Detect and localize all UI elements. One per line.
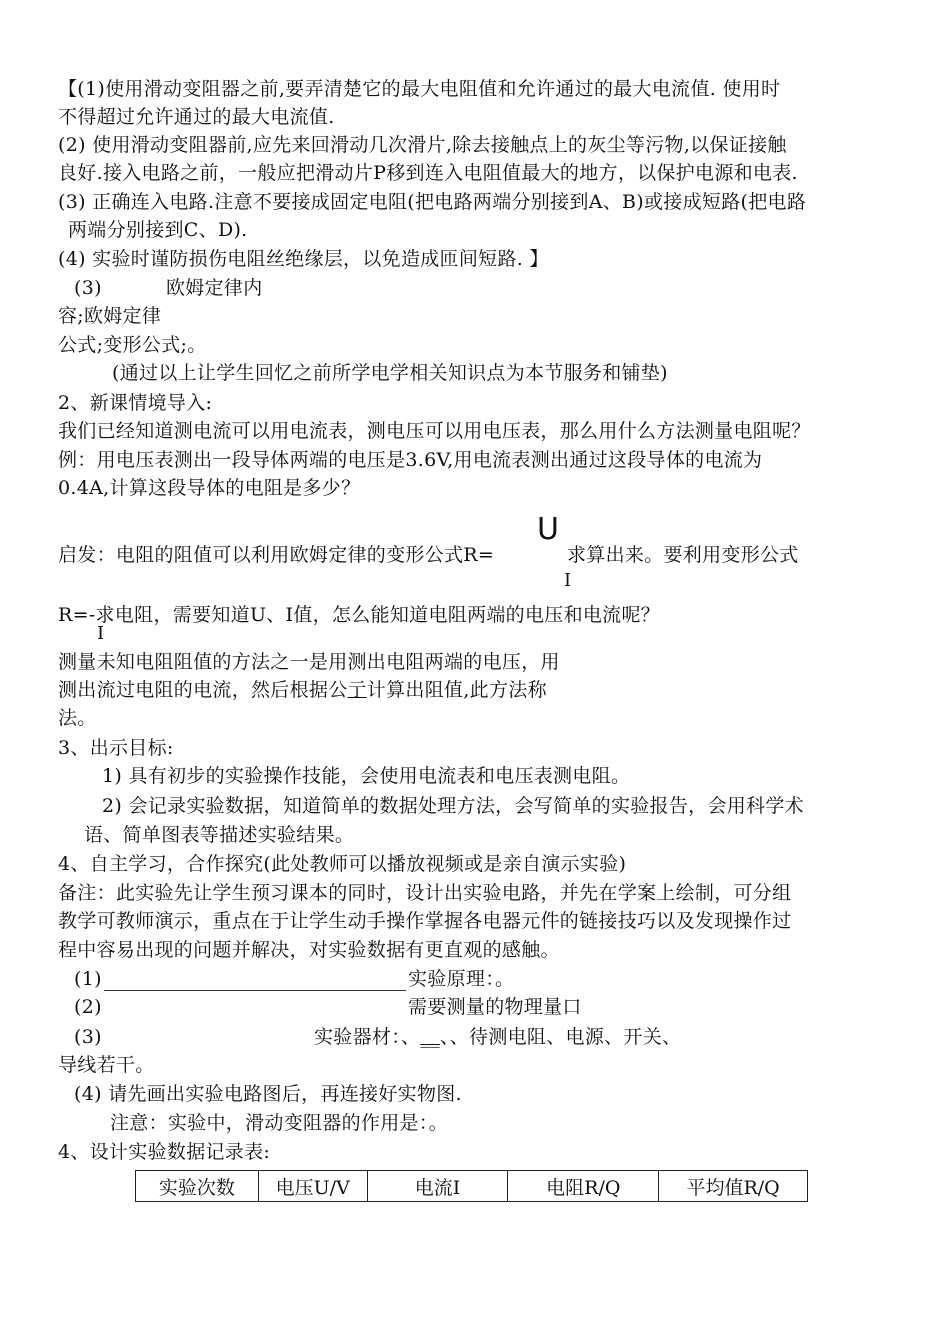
note-line-7: (4) 实验时谨防损伤电阻丝绝缘层，以免造成匝间短路. 】: [58, 248, 549, 270]
step-1-blank[interactable]: [104, 990, 406, 991]
table-header-resistance: 电阻R/Q: [508, 1171, 659, 1202]
step-4: (4) 请先画出实验电路图后，再连接好实物图.: [74, 1083, 462, 1105]
method-line-2: [58, 679, 547, 701]
goal-1: 1) 具有初步的实验操作技能，会使用电流表和电压表测电阻。: [102, 765, 631, 787]
step-1-number: (1): [74, 968, 102, 990]
method-line-1: 测量未知电阻阻值的方法之一是用测出电阻两端的电压，用: [58, 651, 560, 673]
intro-question: 我们已经知道测电流可以用电流表，测电压可以用电压表，那么用什么方法测量电阻呢？: [58, 420, 811, 442]
data-record-table: [135, 1170, 808, 1202]
rheostat-note: 注意：实验中，滑动变阻器的作用是：。: [110, 1112, 448, 1134]
example-line-2: 0.4A,计算这段导体的电阻是多少？: [58, 477, 361, 499]
section-2-heading: 2、新课情境导入:: [58, 392, 213, 414]
method-line-2c: 计算出阻值,此方法称: [366, 679, 547, 701]
step-2-number: (2): [74, 996, 102, 1018]
section-3-heading: 3、出示目标:: [58, 737, 174, 759]
goal-2-line-1: 2) 会记录实验数据，知道简单的数据处理方法，会写简单的实验报告，会用科学术: [102, 795, 804, 817]
hint-line-1-end: 求算出来。要利用变形公式: [567, 544, 799, 566]
table-header-trial: 实验次数: [136, 1171, 259, 1202]
method-line-3: 法。: [58, 707, 97, 729]
remark-line-3: 程中容易出现的问题并解决，对实验数据有更直观的感触。: [58, 939, 560, 961]
note-line-1: 【(1)使用滑动变阻器之前,要弄清楚它的最大电阻值和允许通过的最大电流值. 使用时: [58, 78, 781, 100]
review-note: (通过以上让学生回忆之前所学电学相关知识点为本节服务和铺垫): [112, 362, 668, 384]
equipment-line: [314, 1026, 681, 1048]
table-header-row: [136, 1171, 808, 1202]
data-table-heading: 4、设计实验数据记录表:: [58, 1141, 271, 1163]
ohm-law-line-2: 容;欧姆定律: [58, 305, 162, 327]
example-line-1: 例：用电压表测出一段导体两端的电压是3.6V,用电流表测出通过这段导体的电流为: [58, 449, 763, 471]
table-header-average: 平均值R/Q: [659, 1171, 808, 1202]
equipment-list: 、、待测电阻、电源、开关、: [439, 1026, 682, 1048]
note-line-6: 两端分别接到C、D).: [68, 219, 248, 241]
equipment-label: 实验器材：、: [314, 1026, 421, 1048]
experiment-principle: 实验原理：。: [408, 968, 515, 990]
equipment-line-2: 导线若干。: [58, 1054, 155, 1076]
table-header-voltage: 电压U/V: [258, 1171, 367, 1202]
equipment-blank: __: [420, 1026, 440, 1048]
ohm-law-item-number: (3): [74, 277, 102, 299]
remark-line-1: 备注：此实验先让学生预习课本的同时，设计出实验电路，并先在学案上绘制，可分组: [58, 882, 792, 904]
table-header-current: 电流I: [367, 1171, 508, 1202]
quantities-to-measure: 需要测量的物理量口: [408, 996, 582, 1018]
step-3-number: (3): [74, 1026, 102, 1048]
hint-line-2: R=-求电阻，需要知道U、I值，怎么能知道电阻两端的电压和电流呢？: [58, 604, 661, 626]
remark-line-2: 教学可教师演示，重点在于让学生动手操作掌握各电器元件的链接技巧以及发现操作过: [58, 910, 792, 932]
hint-line-1: 启发：电阻的阻值可以利用欧姆定律的变形公式R=: [58, 544, 495, 566]
method-line-2a: 测出流过电阻的电流，然后根据公: [58, 679, 348, 701]
formula-numerator-u: U: [537, 512, 559, 547]
ohm-law-content-label: 欧姆定律内: [166, 277, 263, 299]
note-line-2: 不得超过允许通过的最大电流值.: [58, 106, 335, 128]
note-line-4: 良好.接入电路之前，一般应把滑动片P移到连入电阻值最大的地方，以保护电源和电表.: [58, 162, 798, 184]
method-formula-blank: 亍: [347, 679, 367, 701]
note-line-3: (2) 使用滑动变阻器前,应先来回滑动几次滑片,除去接触点上的灰尘等污物,以保证接触: [58, 134, 787, 156]
note-line-5: (3) 正确连入电路.注意不要接成固定电阻(把电路两端分别接到A、B)或接成短路(把电路: [58, 191, 807, 213]
hint-line-2-denominator: I: [97, 623, 105, 644]
ohm-law-line-3: 公式;变形公式;。: [58, 334, 207, 356]
goal-2-line-2: 语、简单图表等描述实验结果。: [84, 824, 355, 846]
section-4-heading: 4、自主学习，合作探究(此处教师可以播放视频或是亲自演示实验): [58, 853, 627, 875]
formula-denominator-i: I: [564, 570, 572, 591]
